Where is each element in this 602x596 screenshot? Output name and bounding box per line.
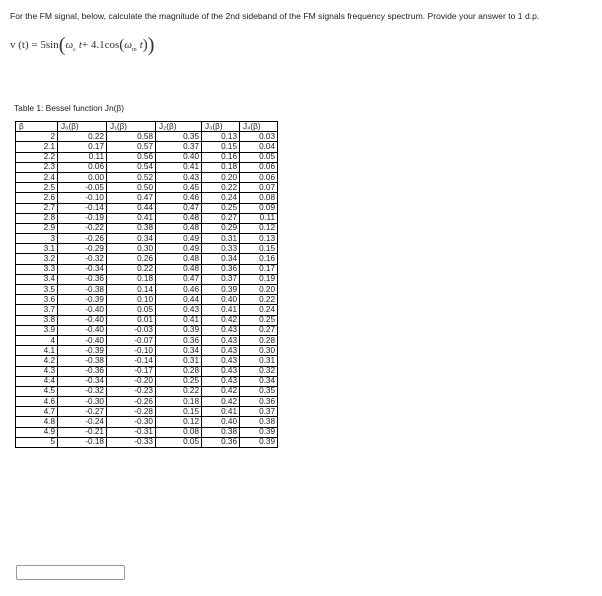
table-row [16, 152, 278, 162]
bessel-value-cell: 0.43 [202, 346, 240, 356]
bessel-value-cell: 0.16 [202, 152, 240, 162]
bessel-value-cell: -0.40 [58, 305, 107, 315]
bessel-value-cell: -0.24 [58, 417, 107, 427]
bessel-value-cell: 0.43 [156, 172, 202, 182]
formula-omega-carrier: ω [65, 39, 74, 51]
bessel-value-cell: 0.05 [107, 305, 156, 315]
bessel-value-cell: 0.04 [240, 142, 278, 152]
bessel-value-cell: -0.32 [58, 254, 107, 264]
bessel-value-cell: -0.21 [58, 427, 107, 437]
table-row [16, 305, 278, 315]
table-row [16, 142, 278, 152]
bessel-value-cell: 0.57 [107, 142, 156, 152]
beta-cell: 2.2 [16, 152, 58, 162]
bessel-value-cell: 0.08 [240, 193, 278, 203]
beta-cell: 4.6 [16, 397, 58, 407]
bessel-value-cell: 0.47 [107, 193, 156, 203]
bessel-value-cell: 0.41 [156, 162, 202, 172]
beta-cell: 3 [16, 234, 58, 244]
bessel-value-cell: 0.01 [107, 315, 156, 325]
bessel-value-cell: 0.39 [156, 325, 202, 335]
bessel-value-cell: 0.48 [156, 223, 202, 233]
bessel-value-cell: -0.32 [58, 386, 107, 396]
table-header-row [16, 122, 278, 132]
bessel-value-cell: 0.00 [58, 172, 107, 182]
bessel-value-cell: 0.46 [156, 285, 202, 295]
bessel-value-cell: 0.30 [240, 346, 278, 356]
bessel-value-cell: 0.18 [202, 162, 240, 172]
bessel-value-cell: 0.34 [240, 376, 278, 386]
bessel-value-cell: 0.39 [202, 285, 240, 295]
bessel-value-cell: 0.18 [107, 274, 156, 284]
bessel-value-cell: 0.37 [202, 274, 240, 284]
bessel-function-table [15, 121, 278, 448]
bessel-value-cell: 0.46 [156, 193, 202, 203]
bessel-value-cell: 0.11 [58, 152, 107, 162]
formula-omega-modulating: ω [124, 39, 133, 51]
bessel-value-cell: 0.52 [107, 172, 156, 182]
table-row [16, 407, 278, 417]
bessel-value-cell: 0.06 [240, 162, 278, 172]
table-row [16, 397, 278, 407]
beta-cell: 4.9 [16, 427, 58, 437]
table-caption: Table 1: Bessel function Jn(β) [14, 103, 125, 113]
table-row [16, 386, 278, 396]
bessel-value-cell: 0.54 [107, 162, 156, 172]
bessel-value-cell: -0.20 [107, 376, 156, 386]
beta-cell: 2.9 [16, 223, 58, 233]
table-row [16, 325, 278, 335]
bessel-value-cell: 0.25 [202, 203, 240, 213]
bessel-value-cell: 0.42 [202, 397, 240, 407]
beta-cell: 4.7 [16, 407, 58, 417]
bessel-value-cell: 0.36 [156, 335, 202, 345]
bessel-value-cell: 0.14 [107, 285, 156, 295]
formula-close-paren-inner: ) [142, 36, 148, 53]
bessel-value-cell: -0.33 [107, 437, 156, 447]
bessel-value-cell: 0.22 [58, 132, 107, 142]
bessel-value-cell: 0.40 [202, 417, 240, 427]
table-row [16, 376, 278, 386]
bessel-value-cell: -0.17 [107, 366, 156, 376]
bessel-value-cell: 0.17 [240, 264, 278, 274]
beta-cell: 3.8 [16, 315, 58, 325]
bessel-value-cell: -0.39 [58, 295, 107, 305]
bessel-value-cell: 0.44 [156, 295, 202, 305]
header-j3: J₃(β) [202, 122, 240, 132]
beta-cell: 4.3 [16, 366, 58, 376]
bessel-value-cell: -0.36 [58, 366, 107, 376]
bessel-value-cell: -0.31 [107, 427, 156, 437]
bessel-value-cell: 0.45 [156, 183, 202, 193]
bessel-value-cell: 0.32 [240, 366, 278, 376]
bessel-value-cell: 0.58 [107, 132, 156, 142]
table-row [16, 244, 278, 254]
bessel-value-cell: 0.27 [202, 213, 240, 223]
table-row [16, 254, 278, 264]
table-row [16, 162, 278, 172]
bessel-value-cell: -0.05 [58, 183, 107, 193]
beta-cell: 2.5 [16, 183, 58, 193]
bessel-value-cell: -0.10 [107, 346, 156, 356]
bessel-value-cell: 0.35 [156, 132, 202, 142]
beta-cell: 3.1 [16, 244, 58, 254]
beta-cell: 2.4 [16, 172, 58, 182]
bessel-value-cell: -0.18 [58, 437, 107, 447]
bessel-value-cell: -0.22 [58, 223, 107, 233]
table-row [16, 203, 278, 213]
beta-cell: 4.5 [16, 386, 58, 396]
bessel-value-cell: 0.08 [156, 427, 202, 437]
bessel-value-cell: 0.20 [240, 285, 278, 295]
bessel-value-cell: 0.28 [156, 366, 202, 376]
bessel-value-cell: 0.19 [240, 274, 278, 284]
bessel-value-cell: -0.30 [107, 417, 156, 427]
bessel-value-cell: -0.38 [58, 356, 107, 366]
bessel-value-cell: 0.22 [240, 295, 278, 305]
beta-cell: 4 [16, 335, 58, 345]
bessel-value-cell: 0.40 [156, 152, 202, 162]
table-row [16, 213, 278, 223]
formula-close-paren-outer: ) [147, 34, 155, 56]
bessel-value-cell: -0.34 [58, 376, 107, 386]
bessel-value-cell: -0.36 [58, 274, 107, 284]
table-row [16, 193, 278, 203]
bessel-value-cell: 0.49 [156, 234, 202, 244]
table-body [16, 132, 278, 448]
bessel-value-cell: 0.22 [156, 386, 202, 396]
bessel-value-cell: 0.33 [202, 244, 240, 254]
bessel-value-cell: 0.37 [156, 142, 202, 152]
bessel-value-cell: 0.31 [156, 356, 202, 366]
table-row [16, 295, 278, 305]
beta-cell: 4.2 [16, 356, 58, 366]
bessel-value-cell: 0.12 [240, 223, 278, 233]
bessel-value-cell: 0.48 [156, 254, 202, 264]
bessel-value-cell: 0.34 [202, 254, 240, 264]
bessel-value-cell: 0.22 [107, 264, 156, 274]
table-row [16, 427, 278, 437]
bessel-value-cell: 0.44 [107, 203, 156, 213]
bessel-value-cell: -0.27 [58, 407, 107, 417]
formula-lhs: v (t) = 5sin [10, 39, 59, 51]
beta-cell: 3.7 [16, 305, 58, 315]
formula-open-paren-outer: ( [58, 34, 66, 56]
beta-cell: 3.3 [16, 264, 58, 274]
bessel-value-cell: -0.40 [58, 325, 107, 335]
bessel-value-cell: 0.38 [107, 223, 156, 233]
beta-cell: 2.8 [16, 213, 58, 223]
beta-cell: 3.9 [16, 325, 58, 335]
beta-cell: 3.2 [16, 254, 58, 264]
bessel-value-cell: 0.27 [240, 325, 278, 335]
bessel-value-cell: 0.05 [156, 437, 202, 447]
answer-input[interactable] [16, 565, 125, 580]
bessel-value-cell: 0.07 [240, 183, 278, 193]
beta-cell: 4.8 [16, 417, 58, 427]
bessel-value-cell: 0.09 [240, 203, 278, 213]
formula-t-carrier: t [78, 39, 82, 51]
bessel-value-cell: 0.42 [202, 386, 240, 396]
bessel-value-cell: -0.30 [58, 397, 107, 407]
beta-cell: 3.6 [16, 295, 58, 305]
formula-subscript-m: m [132, 47, 137, 53]
bessel-value-cell: 0.41 [107, 213, 156, 223]
bessel-value-cell: -0.34 [58, 264, 107, 274]
beta-cell: 2.7 [16, 203, 58, 213]
header-j2: J₂(β) [156, 122, 202, 132]
header-beta: β [16, 122, 58, 132]
bessel-value-cell: 0.15 [240, 244, 278, 254]
bessel-value-cell: 0.15 [202, 142, 240, 152]
beta-cell: 2.1 [16, 142, 58, 152]
table-row [16, 264, 278, 274]
bessel-value-cell: 0.34 [156, 346, 202, 356]
beta-cell: 3.4 [16, 274, 58, 284]
bessel-value-cell: 0.38 [202, 427, 240, 437]
formula-t-modulating: t [139, 39, 143, 51]
table-row [16, 223, 278, 233]
header-j1: J₁(β) [107, 122, 156, 132]
bessel-value-cell: -0.10 [58, 193, 107, 203]
beta-cell: 2.3 [16, 162, 58, 172]
bessel-value-cell: 0.48 [156, 213, 202, 223]
bessel-value-cell: -0.26 [58, 234, 107, 244]
bessel-value-cell: 0.31 [240, 356, 278, 366]
table-row [16, 183, 278, 193]
bessel-value-cell: 0.41 [202, 407, 240, 417]
bessel-value-cell: 0.30 [107, 244, 156, 254]
bessel-value-cell: 0.37 [240, 407, 278, 417]
bessel-value-cell: -0.19 [58, 213, 107, 223]
bessel-value-cell: 0.39 [240, 437, 278, 447]
bessel-value-cell: 0.47 [156, 274, 202, 284]
table-row [16, 274, 278, 284]
bessel-value-cell: 0.43 [202, 366, 240, 376]
bessel-value-cell: 0.24 [240, 305, 278, 315]
bessel-value-cell: 0.36 [240, 397, 278, 407]
header-j4: J₄(β) [240, 122, 278, 132]
beta-cell: 2.6 [16, 193, 58, 203]
formula-subscript-c: c [73, 47, 76, 53]
formula-open-paren-inner: ( [119, 36, 125, 53]
bessel-value-cell: 0.12 [156, 417, 202, 427]
bessel-value-cell: 0.16 [240, 254, 278, 264]
table-row [16, 234, 278, 244]
table-row [16, 285, 278, 295]
bessel-value-cell: 0.56 [107, 152, 156, 162]
bessel-value-cell: 0.43 [202, 335, 240, 345]
table-row [16, 366, 278, 376]
fm-signal-formula [10, 31, 154, 59]
bessel-value-cell: 0.47 [156, 203, 202, 213]
beta-cell: 4.1 [16, 346, 58, 356]
bessel-value-cell: 0.15 [156, 407, 202, 417]
beta-cell: 3.5 [16, 285, 58, 295]
bessel-value-cell: 0.22 [202, 183, 240, 193]
bessel-value-cell: 0.35 [240, 386, 278, 396]
bessel-value-cell: -0.03 [107, 325, 156, 335]
bessel-value-cell: -0.26 [107, 397, 156, 407]
table-row [16, 132, 278, 142]
bessel-value-cell: 0.43 [202, 325, 240, 335]
bessel-value-cell: -0.38 [58, 285, 107, 295]
bessel-value-cell: 0.39 [240, 427, 278, 437]
bessel-value-cell: 0.36 [202, 437, 240, 447]
bessel-value-cell: 0.34 [107, 234, 156, 244]
bessel-value-cell: -0.07 [107, 335, 156, 345]
bessel-value-cell: 0.06 [58, 162, 107, 172]
bessel-value-cell: 0.06 [240, 172, 278, 182]
question-text: For the FM signal, below, calculate the magnitude of the 2nd sideband of the FM signals frequency spectrum. Provide your answer to 1 d.p. [10, 11, 540, 21]
bessel-value-cell: 0.40 [202, 295, 240, 305]
bessel-value-cell: 0.29 [202, 223, 240, 233]
bessel-value-cell: 0.41 [202, 305, 240, 315]
bessel-value-cell: 0.26 [107, 254, 156, 264]
bessel-value-cell: -0.23 [107, 386, 156, 396]
bessel-value-cell: 0.11 [240, 213, 278, 223]
table-row [16, 172, 278, 182]
bessel-value-cell: -0.14 [107, 356, 156, 366]
table-row [16, 335, 278, 345]
beta-cell: 5 [16, 437, 58, 447]
table-row [16, 346, 278, 356]
header-j0: J₀(β) [58, 122, 107, 132]
bessel-value-cell: 0.42 [202, 315, 240, 325]
bessel-value-cell: 0.24 [202, 193, 240, 203]
bessel-value-cell: 0.38 [240, 417, 278, 427]
table-row [16, 315, 278, 325]
bessel-value-cell: -0.39 [58, 346, 107, 356]
bessel-value-cell: -0.28 [107, 407, 156, 417]
bessel-value-cell: 0.50 [107, 183, 156, 193]
bessel-value-cell: 0.18 [156, 397, 202, 407]
bessel-value-cell: 0.31 [202, 234, 240, 244]
bessel-value-cell: -0.40 [58, 335, 107, 345]
bessel-value-cell: 0.10 [107, 295, 156, 305]
table-row [16, 437, 278, 447]
bessel-value-cell: -0.14 [58, 203, 107, 213]
bessel-value-cell: -0.29 [58, 244, 107, 254]
bessel-value-cell: 0.13 [202, 132, 240, 142]
table-row [16, 417, 278, 427]
table-row [16, 356, 278, 366]
bessel-value-cell: 0.20 [202, 172, 240, 182]
bessel-value-cell: 0.25 [240, 315, 278, 325]
bessel-value-cell: 0.17 [58, 142, 107, 152]
bessel-value-cell: 0.48 [156, 264, 202, 274]
bessel-value-cell: 0.49 [156, 244, 202, 254]
beta-cell: 4.4 [16, 376, 58, 386]
bessel-value-cell: 0.05 [240, 152, 278, 162]
bessel-value-cell: 0.43 [202, 356, 240, 366]
bessel-value-cell: 0.41 [156, 315, 202, 325]
bessel-value-cell: 0.43 [156, 305, 202, 315]
bessel-value-cell: 0.36 [202, 264, 240, 274]
bessel-value-cell: 0.25 [156, 376, 202, 386]
formula-plus-cos: + 4.1cos [81, 39, 120, 51]
bessel-value-cell: -0.40 [58, 315, 107, 325]
beta-cell: 2 [16, 132, 58, 142]
bessel-value-cell: 0.13 [240, 234, 278, 244]
bessel-value-cell: 0.03 [240, 132, 278, 142]
bessel-value-cell: 0.43 [202, 376, 240, 386]
bessel-value-cell: 0.28 [240, 335, 278, 345]
